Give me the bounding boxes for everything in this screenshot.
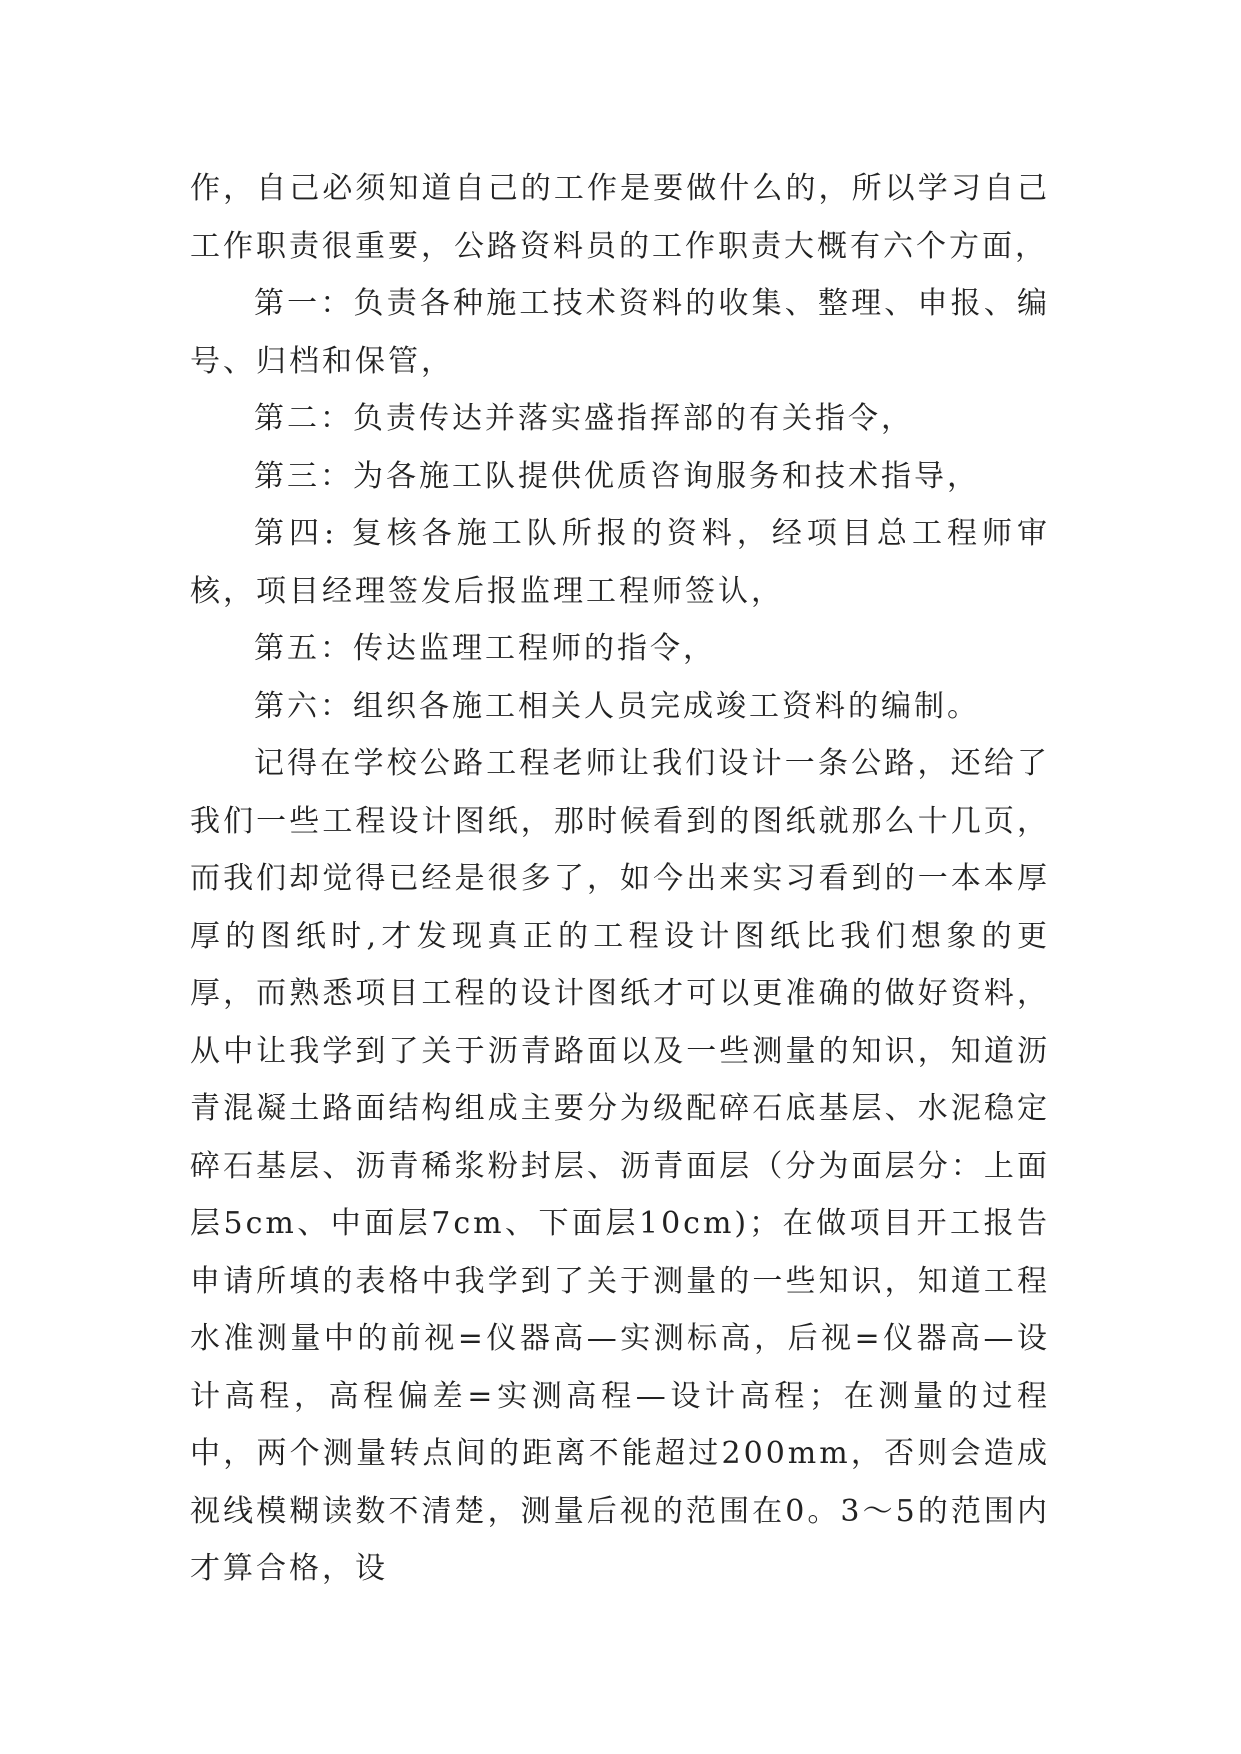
paragraph-duty-3: 第三：为各施工队提供优质咨询服务和技术指导， (254, 458, 980, 494)
paragraph-continuation: 作，自己必须知道自己的工作是要做什么的，所以学习自己工作职责很重要，公路资料员的工作职责大概有六个方面， (190, 171, 1050, 264)
paragraph-duty-6: 第六：组织各施工相关人员完成竣工资料的编制。 (254, 688, 980, 724)
paragraph-duty-2: 第二：负责传达并落实盛指挥部的有关指令， (254, 401, 914, 436)
paragraph-duty-1: 第一：负责各种施工技术资料的收集、整理、申报、编号、归档和保管， (190, 286, 1050, 379)
document-body (190, 160, 1050, 1598)
paragraph-duty-4: 第四: 复核各施工队所报的资料，经项目总工程师审核，项目经理签发后报监理工程师签认， (190, 516, 1050, 609)
paragraph-duty-5: 第五：传达监理工程师的指令， (254, 631, 716, 666)
paragraph-learning: 记得在学校公路工程老师让我们设计一条公路，还给了我们一些工程设计图纸，那时候看到的图纸就那么十几页，而我们却觉得已经是很多了，如今出来实习看到的一本本厚厚的图纸时,才发现真正的工程设计图纸比我们想象的更厚，而熟悉项目工程的设计图纸才可以更准确的做好资料，从中让我学到了关于沥青路面以及一些测量的知识，知道沥青混凝土路面结构组成主要分为级配碎石底基层、水泥稳定碎石基层、沥青稀浆粉封层、沥青面层（分为面层分：上面层5cm、中面层7cm、下面层10cm)；在做项目开工报告申请所填的表格中我学到了关于测量的一些知识，知道工程水准测量中的前视=仪器高—实测标高，后视=仪器高—设计高程，高程偏差=实测高程—设计高程；在测量的过程中，两个测量转点间的距离不能超过200mm，否则会造成视线模糊读数不清楚，测量后视的范围在0。3～5的范围内才算合格，设 (190, 746, 1050, 1586)
